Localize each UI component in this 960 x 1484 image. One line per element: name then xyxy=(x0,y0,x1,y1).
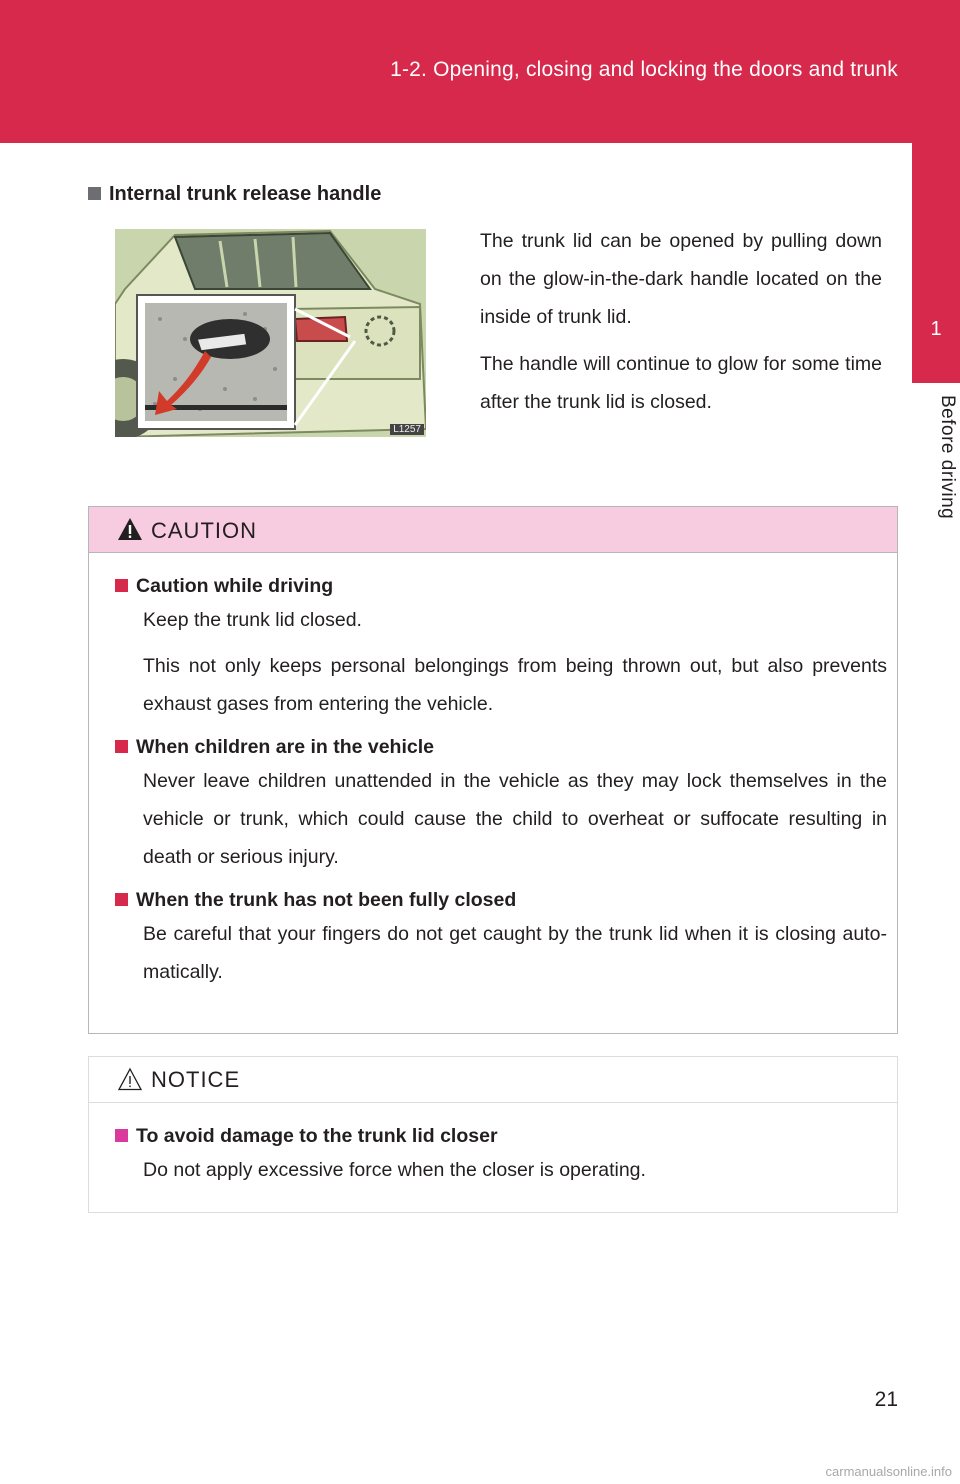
square-bullet-icon xyxy=(88,187,101,200)
chapter-label: Before driving xyxy=(937,395,958,520)
description-paragraph: The trunk lid can be opened by pulling down on the glow-in-the-dark handle located on the inside of trunk lid. xyxy=(480,230,882,328)
caution-item-body xyxy=(143,915,887,991)
caution-paragraph: Be careful that your fingers do not get caught by the trunk lid when it is closing auto-matically. xyxy=(143,923,887,983)
caution-item-heading xyxy=(115,732,887,762)
notice-item-body xyxy=(143,1151,887,1189)
caution-paragraph: This not only keeps personal belongings from being thrown out, but also prevents exhaust gases from entering the vehicle. xyxy=(143,655,887,715)
page-number: 21 xyxy=(874,1388,898,1411)
watermark: carmanualsonline.info xyxy=(825,1464,952,1479)
notice-item-heading-text: To avoid damage to the trunk lid closer xyxy=(136,1125,498,1147)
section-description xyxy=(480,222,882,430)
section-heading xyxy=(88,183,381,206)
caution-item-heading xyxy=(115,571,887,601)
section-heading-text: Internal trunk release handle xyxy=(109,183,382,205)
caution-paragraph: Never leave children unattended in the vehicle as they may lock themselves in the vehicle or trunk, which could cause the child to overheat or suffocate resulting in death or serious injury. xyxy=(143,770,887,868)
notice-header xyxy=(89,1057,897,1103)
caution-item-body xyxy=(143,762,887,876)
notice-item xyxy=(115,1121,887,1189)
caution-item-heading-text: When the trunk has not been fully closed xyxy=(136,889,517,911)
notice-box xyxy=(88,1056,898,1213)
notice-paragraph: Do not apply excessive force when the closer is operating. xyxy=(143,1159,646,1181)
chapter-number: 1 xyxy=(930,318,942,340)
chapter-side-tab xyxy=(912,143,960,383)
caution-item-heading xyxy=(115,885,887,915)
page-header xyxy=(0,0,960,143)
square-bullet-icon xyxy=(115,579,128,592)
square-bullet-icon xyxy=(115,740,128,753)
caution-items xyxy=(89,553,897,991)
caution-header xyxy=(89,507,897,553)
figure-code: L1257 xyxy=(390,424,424,435)
notice-items xyxy=(89,1103,897,1189)
description-paragraph: The handle will continue to glow for some time after the trunk lid is closed. xyxy=(480,353,882,413)
caution-paragraph: Keep the trunk lid closed. xyxy=(143,609,362,631)
square-bullet-icon xyxy=(115,893,128,906)
square-bullet-icon xyxy=(115,1129,128,1142)
notice-title: NOTICE xyxy=(151,1067,241,1092)
chapter-title: 1-2. Opening, closing and locking the doors and trunk xyxy=(390,58,898,81)
caution-box xyxy=(88,506,898,1034)
warning-triangle-icon xyxy=(117,517,143,541)
caution-item xyxy=(115,885,887,991)
trunk-release-illustration xyxy=(115,229,426,437)
car-trunk-drawing xyxy=(115,229,426,437)
notice-triangle-icon xyxy=(117,1067,143,1091)
caution-item-body xyxy=(143,601,887,723)
caution-item-heading-text: Caution while driving xyxy=(136,575,334,597)
notice-item-heading xyxy=(115,1121,887,1151)
caution-title: CAUTION xyxy=(151,518,257,543)
caution-item-heading-text: When children are in the vehicle xyxy=(136,736,434,758)
caution-item xyxy=(115,732,887,876)
caution-item xyxy=(115,571,887,723)
